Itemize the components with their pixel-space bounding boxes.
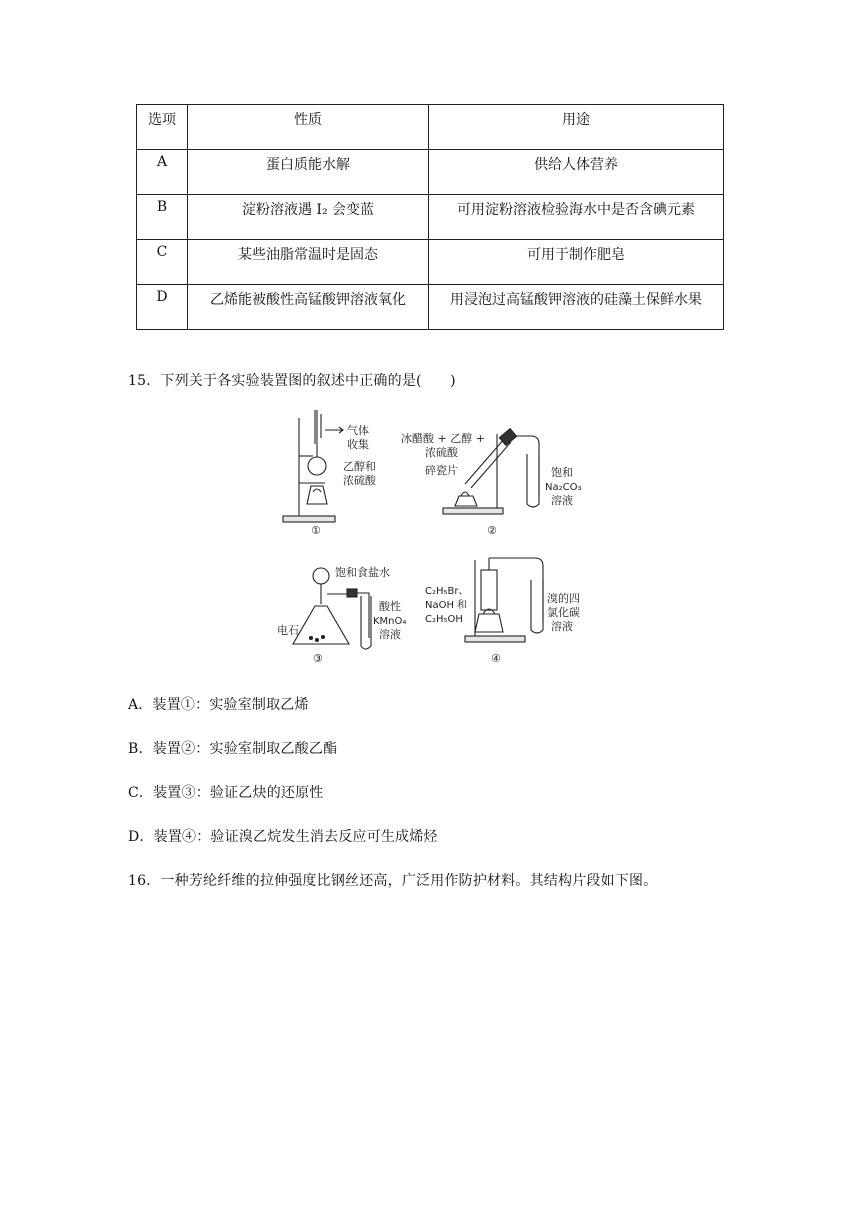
label-reagents-1: 冰醋酸 + 乙醇 + <box>401 432 485 445</box>
table-cell: 乙烯能被酸性高锰酸钾溶液氧化 <box>188 285 429 330</box>
table-row <box>137 285 724 330</box>
label-acid-2: KMnO₄ <box>373 616 407 627</box>
table-cell: 用浸泡过高锰酸钾溶液的硅藻土保鲜水果 <box>429 285 724 330</box>
label-gas-collect-1: 气体 <box>347 424 369 437</box>
label-bromine-1: 溴的四 <box>547 592 580 605</box>
apparatus-1-drawing <box>283 410 343 522</box>
table-cell: 某些油脂常温时是固态 <box>188 240 429 285</box>
apparatus-4-drawing <box>465 558 543 642</box>
table-cell: 淀粉溶液遇 I₂ 会变蓝 <box>188 195 429 240</box>
label-brine: 饱和食盐水 <box>335 566 390 579</box>
table-row <box>137 195 724 240</box>
table-cell: A <box>137 150 188 195</box>
label-num-1: ① <box>311 524 321 537</box>
table-cell: 可用淀粉溶液检验海水中是否含碘元素 <box>429 195 724 240</box>
label-mix-3: C₂H₅OH <box>425 614 463 625</box>
question-15-stem: 15．下列关于各实验装置图的叙述中正确的是( ) <box>128 373 456 389</box>
label-bromine-3: 溶液 <box>551 620 573 633</box>
table-cell: 供给人体营养 <box>429 150 724 195</box>
table-cell: C <box>137 240 188 285</box>
option-c: C．装置③：验证乙炔的还原性 <box>128 785 324 801</box>
label-ethanol-1: 乙醇和 <box>343 460 376 473</box>
label-num-4: ④ <box>491 652 501 665</box>
label-bromine-2: 氯化碳 <box>547 606 580 619</box>
option-d: D．装置④：验证溴乙烷发生消去反应可生成烯烃 <box>128 829 438 845</box>
label-num-3: ③ <box>313 652 323 665</box>
label-mix-1: C₂H₅Br、 <box>425 586 469 597</box>
label-saturated-1: 饱和 <box>551 466 573 479</box>
table-row <box>137 150 724 195</box>
table-header-cell: 选项 <box>137 105 188 150</box>
option-a: A．装置①：实验室制取乙烯 <box>128 697 309 713</box>
label-saturated-2: Na₂CO₃ <box>545 482 582 493</box>
table-cell: 蛋白质能水解 <box>188 150 429 195</box>
label-porcelain: 碎瓷片 <box>425 464 458 477</box>
table-header-cell: 性质 <box>188 105 429 150</box>
label-acid-3: 溶液 <box>379 628 401 641</box>
table-row <box>137 240 724 285</box>
label-ethanol-2: 浓硫酸 <box>343 474 376 487</box>
label-num-2: ② <box>487 524 497 537</box>
table-header-row <box>137 105 724 150</box>
table-cell: D <box>137 285 188 330</box>
apparatus-figure <box>275 408 615 670</box>
question-16-stem: 16．一种芳纶纤维的拉伸强度比钢丝还高，广泛用作防护材料。其结构片段如下图。 <box>128 873 658 889</box>
label-saturated-3: 溶液 <box>551 494 573 507</box>
apparatus-3-drawing <box>293 568 371 649</box>
table-cell: B <box>137 195 188 240</box>
label-acid-1: 酸性 <box>379 600 401 613</box>
label-reagents-2: 浓硫酸 <box>425 446 458 459</box>
label-carbide: 电石 <box>277 624 299 637</box>
option-b: B．装置②：实验室制取乙酸乙酯 <box>128 741 338 757</box>
label-mix-2: NaOH 和 <box>425 600 468 611</box>
label-gas-collect-2: 收集 <box>347 438 369 451</box>
table-header-cell: 用途 <box>429 105 724 150</box>
properties-table <box>136 104 724 330</box>
table-cell: 可用于制作肥皂 <box>429 240 724 285</box>
